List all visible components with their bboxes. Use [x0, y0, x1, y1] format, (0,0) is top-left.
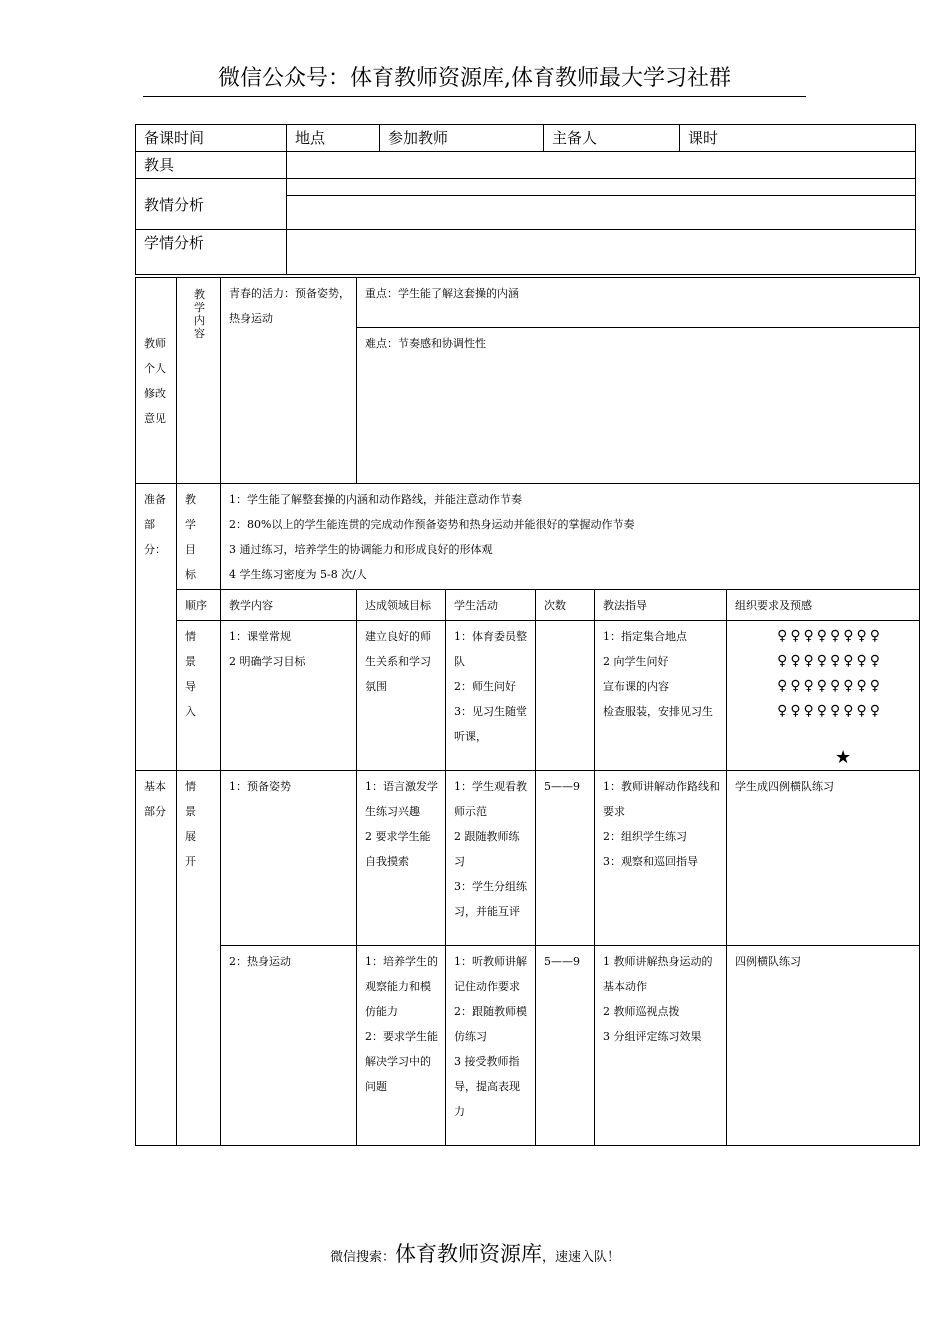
- col-header: 教学内容: [221, 590, 357, 621]
- col-header: 次数: [536, 590, 595, 621]
- col-header: 学生活动: [446, 590, 536, 621]
- learning-analysis-value: [287, 230, 916, 275]
- key-point: 重点：学生能了解这套操的内涵: [357, 278, 919, 328]
- side-label-prep: [136, 484, 177, 771]
- row-order: [177, 621, 221, 771]
- page-header: 微信公众号：体育教师资源库,体育教师最大学习社群: [143, 62, 806, 97]
- teacher-star-icon: ★: [835, 747, 852, 768]
- row-content: 2：热身运动: [221, 946, 357, 1146]
- goal-item: 2：80%以上的学生能连贯的完成动作预备姿势和热身运动并能很好的掌握动作节奏: [229, 518, 635, 531]
- row-method: 1 教师讲解热身运动的基本动作 2 教师巡视点拨 3 分组评定练习效果: [595, 946, 727, 1146]
- learning-analysis-label: 学情分析: [136, 230, 287, 275]
- goal-label-cell: [177, 484, 221, 590]
- teaching-analysis-value-2: [287, 195, 916, 229]
- info-table: [135, 124, 916, 275]
- side-label-basic-text: 基本部分: [144, 780, 166, 818]
- row-org: 四例横队练习: [727, 946, 920, 1146]
- formation-row: ♀♀♀♀♀♀♀♀: [777, 628, 883, 644]
- teachers-label: 参加教师: [380, 125, 544, 152]
- row-method: 1：教师讲解动作路线和要求 2：组织学生练习 3：观察和巡回指导: [595, 771, 727, 946]
- goal-label: 教学目标: [185, 493, 199, 581]
- period-label: 课时: [680, 125, 916, 152]
- side-label-teacher-text: 教师个人修改意见: [144, 337, 166, 425]
- row-times: 5——9: [536, 771, 595, 946]
- place-label: 地点: [287, 125, 380, 152]
- row-order: [177, 771, 221, 1146]
- footer-brand: 体育教师资源库: [395, 1242, 542, 1266]
- side-label-teacher: [136, 278, 177, 484]
- footer-suffix: ，速速入队！: [542, 1250, 621, 1265]
- content-text: 青春的活力：预备姿势，热身运动: [229, 287, 350, 325]
- difficulty: 难点：节奏感和协调性性: [365, 337, 486, 350]
- col-header: 教法指导: [595, 590, 727, 621]
- row-org: 学生成四例横队练习: [727, 771, 920, 946]
- col-header: 顺序: [177, 590, 221, 621]
- row-times: 5——9: [536, 946, 595, 1146]
- goals-cell: [221, 484, 920, 590]
- content-text-cell: [221, 278, 357, 484]
- col-header: 达成领域目标: [357, 590, 446, 621]
- side-label-prep-text: 准备部分：: [144, 493, 166, 556]
- row-goal: 1：培养学生的观察能力和模仿能力 2：要求学生能解决学习中的问题: [357, 946, 446, 1146]
- row-content: 1：课堂常规 2 明确学习目标: [221, 621, 357, 771]
- plan-table: [135, 277, 920, 1146]
- row-activity: 1：体育委员整队 2：师生问好 3：见习生随堂听课，: [446, 621, 536, 771]
- page-footer: [0, 1238, 950, 1268]
- formation-row: ♀♀♀♀♀♀♀♀: [777, 678, 883, 694]
- prep-time-label: 备课时间: [136, 125, 287, 152]
- formation-row: ♀♀♀♀♀♀♀♀: [777, 703, 883, 719]
- col-header: 组织要求及预感: [727, 590, 920, 621]
- row-method: 1：指定集合地点 2 向学生问好 宣布课的内容 检查服装，安排见习生: [595, 621, 727, 771]
- formation-row: ♀♀♀♀♀♀♀♀: [777, 653, 883, 669]
- row-activity: 1：学生观看教师示范 2 跟随教师练习 3：学生分组练习，并能互评: [446, 771, 536, 946]
- row-order-text: 情景展开: [185, 780, 199, 868]
- row-activity: 1：听教师讲解记住动作要求 2：跟随教师模仿练习 3 接受教师指导，提高表现力: [446, 946, 536, 1146]
- goal-item: 1：学生能了解整套操的内涵和动作路线，并能注意动作节奏: [229, 493, 522, 506]
- teaching-analysis-value-1: [287, 179, 916, 196]
- row-content: 1：预备姿势: [221, 771, 357, 946]
- tools-label: 教具: [136, 152, 287, 179]
- row-goal: 建立良好的师生关系和学习氛围: [357, 621, 446, 771]
- content-label: 教学内容: [194, 288, 205, 340]
- teaching-analysis-label: 教情分析: [136, 179, 287, 230]
- side-label-basic: [136, 771, 177, 1146]
- goal-item: 4 学生练习密度为 5-8 次/人: [229, 568, 367, 581]
- row-times: [536, 621, 595, 771]
- goal-item: 3 通过练习，培养学生的协调能力和形成良好的形体观: [229, 543, 493, 556]
- row-order-text: 情景导入: [185, 630, 199, 718]
- row-org: [727, 621, 920, 771]
- host-label: 主备人: [544, 125, 680, 152]
- row-goal: 1：语言激发学生练习兴趣 2 要求学生能自我摸索: [357, 771, 446, 946]
- tools-value: [287, 152, 916, 179]
- content-label-cell: [177, 278, 221, 484]
- footer-prefix: 微信搜索：: [329, 1250, 395, 1265]
- key-diff-cell: [357, 278, 920, 484]
